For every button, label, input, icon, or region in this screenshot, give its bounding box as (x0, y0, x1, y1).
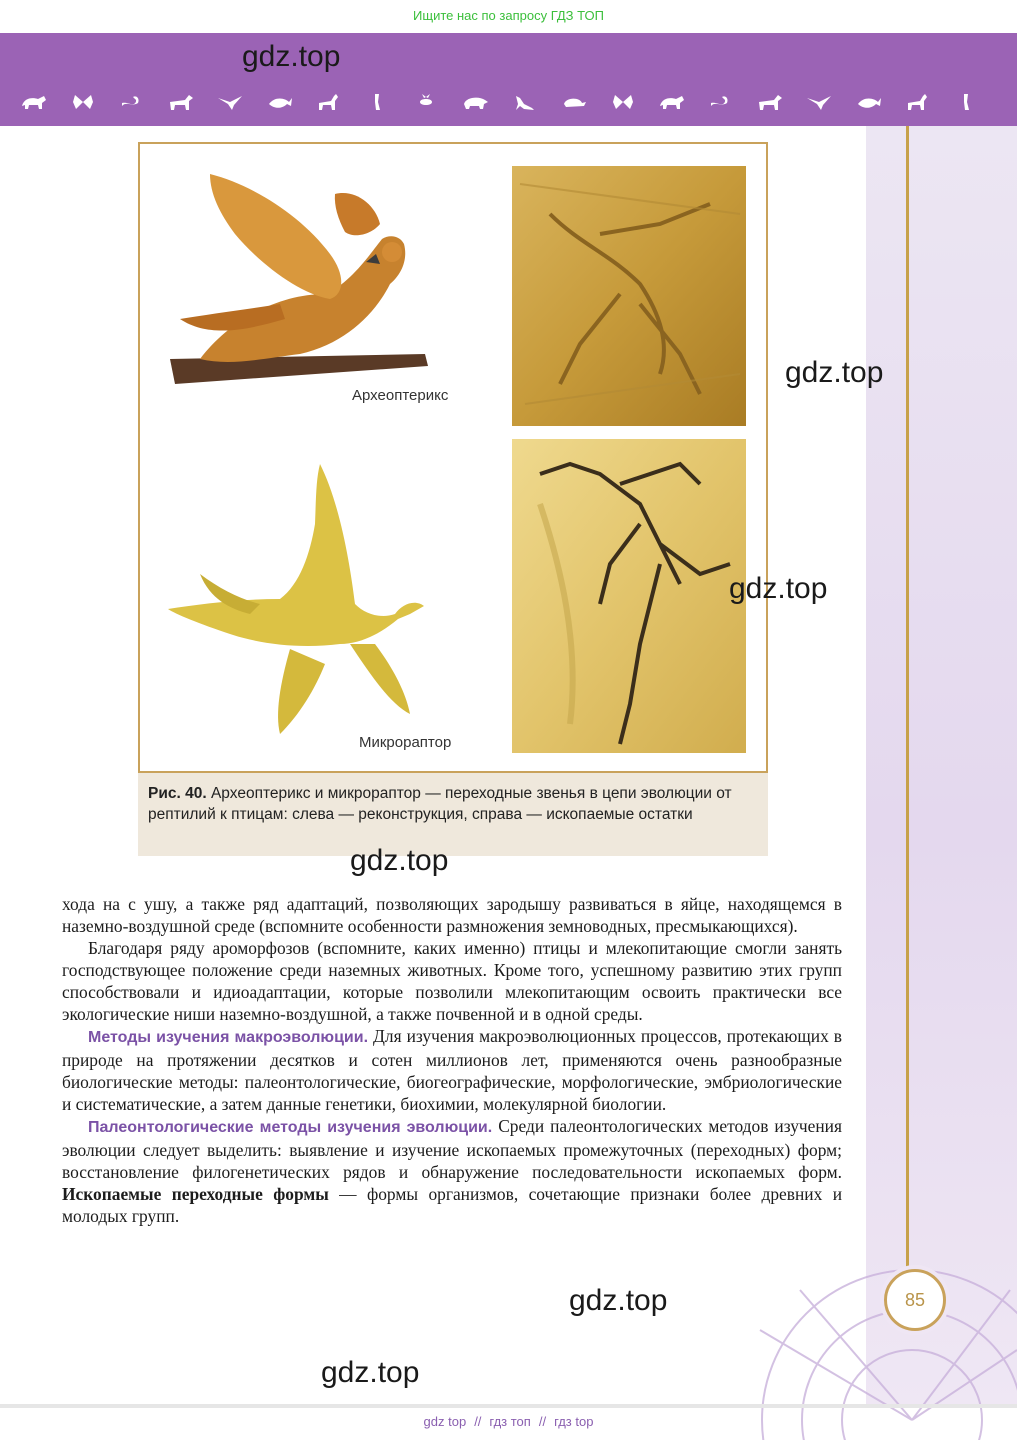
butterfly-icon (609, 92, 637, 112)
paragraph (62, 1025, 842, 1115)
paragraph: хода на с ушу, а также ряд адаптаций, позволяющих зародышу развиваться в яйце, находящемся в наземно-воздушной среде (вспомните особенности размножения земноводных, пресмыкающихся). (62, 894, 842, 936)
scorpion-icon (118, 92, 146, 112)
term-bold: Ископаемые переходные формы (62, 1184, 329, 1204)
footer-link[interactable]: гдз top (554, 1414, 594, 1429)
footer-links (0, 1410, 1017, 1434)
right-margin-panel (866, 126, 1017, 1406)
right-gold-line (906, 126, 909, 1276)
paragraph: Благодаря ряду ароморфозов (вспомните, каких именно) птицы и млекопитающие смогли занять господствующее положение среди наземных животных. Кроме того, успешному развитию этих групп способствовали и идиоадаптации, которые позволили млекопитающим освоить практически все экологические ниши наземно-воздушной, а также почвенной и в одной среды. (62, 938, 842, 1024)
lizard-icon (363, 92, 391, 112)
paragraph-text: Среди палеонтологических методов изучения эволюции следует выделить: выявление и изучение ископаемых промежуточных (переходных) форм; восстановление филогенетических рядов и обнаружение последовательности ископаемых форм. (62, 1116, 842, 1182)
kangaroo-icon (510, 92, 538, 112)
watermark: gdz.top (729, 572, 828, 605)
pterodactyl-icon (216, 92, 244, 112)
horse-icon (167, 92, 195, 112)
fish-icon (854, 92, 882, 112)
animal-icon-strip (20, 86, 980, 118)
paragraph-text: Для изучения макроэволюционных процессов, протекающих в природе на протяжении десятков и сотен миллионов лет, применяются очень разнообразные биологические методы: палеонтологические, биогеографические, морфологические, эмбриологические и систематические, а затем данные генетики, биохимии, молекулярной биологии. (62, 1026, 842, 1114)
deer-icon (903, 92, 931, 112)
page-number: 85 (884, 1269, 946, 1331)
watermark: gdz.top (569, 1284, 668, 1317)
bee-icon (412, 92, 440, 112)
boar-icon (461, 92, 489, 112)
microraptor-reconstruction-image (168, 464, 424, 734)
deer-icon (314, 92, 342, 112)
footer-divider (0, 1404, 1017, 1408)
footer-separator: // (538, 1414, 547, 1429)
archaeopteryx-fossil-image (512, 166, 746, 426)
pterodactyl-icon (805, 92, 833, 112)
caption-text: Археоптерикс и микрораптор — переходные звенья в цепи эволюции от рептилий к птицам: слева — реконструкция, справа — ископаемые остатки (148, 785, 732, 823)
watermark: gdz.top (350, 844, 449, 877)
paragraph (62, 1115, 842, 1227)
footer-separator: // (474, 1414, 482, 1429)
watermark: gdz.top (242, 40, 341, 73)
label-archaeopteryx: Археоптерикс (352, 387, 449, 404)
scorpion-icon (707, 92, 735, 112)
fish-icon (265, 92, 293, 112)
horse-icon (756, 92, 784, 112)
watermark: gdz.top (321, 1356, 420, 1389)
figure-illustrations (140, 144, 766, 771)
section-heading: Методы изучения макроэволюции. (88, 1029, 369, 1046)
lizard-icon (952, 92, 980, 112)
figure-frame (138, 142, 768, 773)
rhino-icon (658, 92, 686, 112)
caption-number: Рис. 40. (148, 785, 207, 802)
figure-40 (138, 142, 768, 856)
archaeopteryx-reconstruction-image (170, 174, 428, 384)
rhino-icon (20, 92, 48, 112)
body-text (62, 893, 842, 1227)
watermark: gdz.top (785, 356, 884, 389)
turtle-icon (560, 92, 588, 112)
footer-link[interactable]: гдз топ (489, 1414, 531, 1429)
top-search-link[interactable]: Ищите нас по запросу ГДЗ ТОП (413, 8, 604, 23)
label-microraptor: Микрораптор (359, 734, 452, 751)
footer-link[interactable]: gdz top (423, 1414, 467, 1429)
butterfly-icon (69, 92, 97, 112)
paragraph-text: — формы организмов, сочетающие признаки более древних и молодых групп. (62, 1184, 842, 1226)
figure-caption (148, 783, 738, 825)
section-heading: Палеонтологические методы изучения эволюции. (88, 1119, 493, 1136)
microraptor-fossil-image (512, 439, 746, 753)
